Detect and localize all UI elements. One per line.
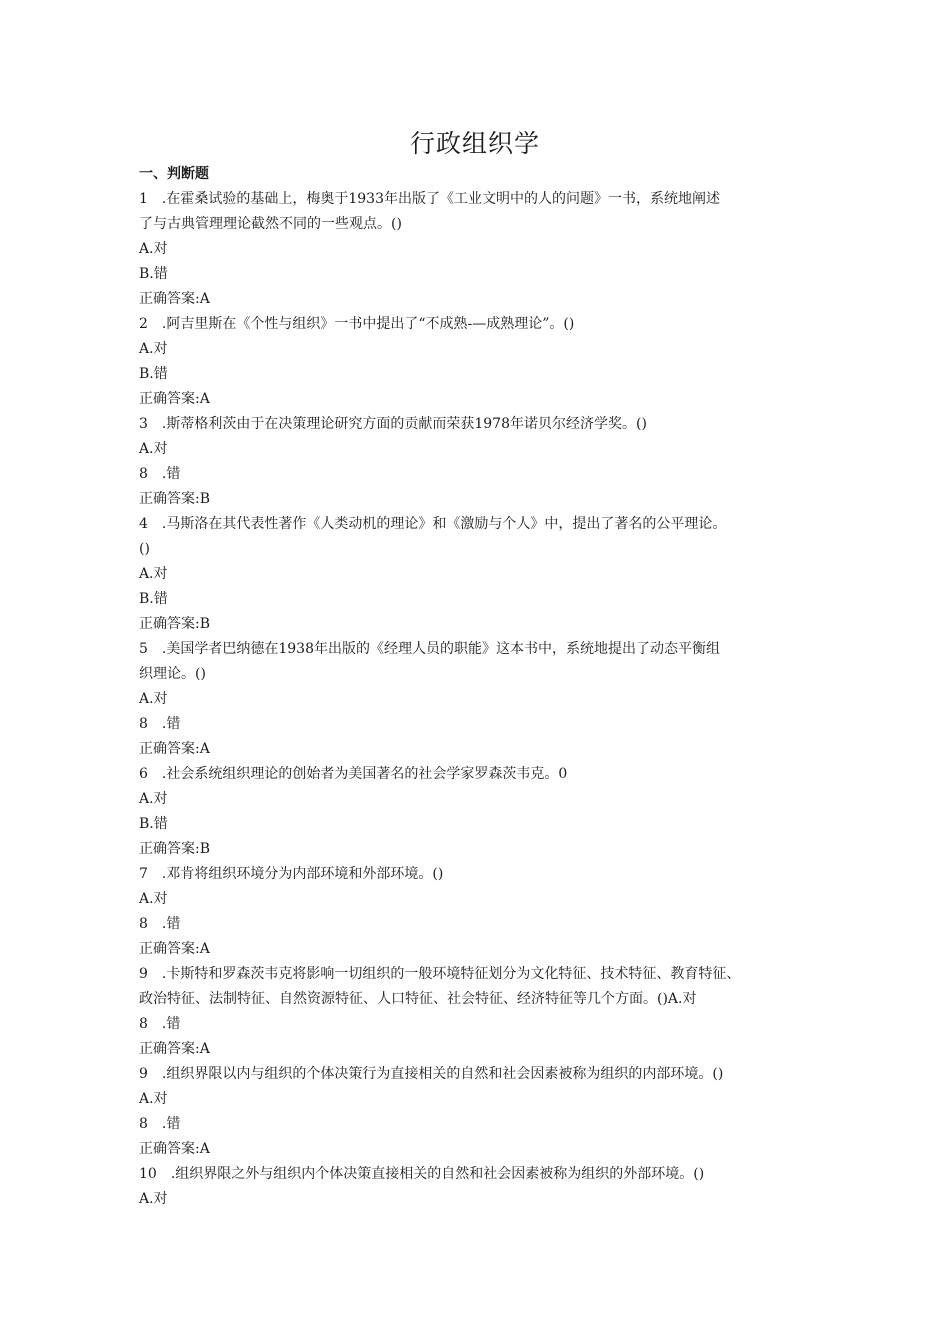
text-line: 正确答案:A [139, 1041, 210, 1057]
text-line: B.错 [139, 266, 168, 282]
text-line: 8 .错 [139, 1016, 181, 1032]
text-line: 8 .错 [139, 716, 181, 732]
text-line: 5 .美国学者巴纳德在1938年出版的《经理人员的职能》这本书中，系统地提出了动态平衡组 [139, 641, 720, 657]
text-line: 正确答案:A [139, 741, 210, 757]
text-line: 正确答案:A [139, 291, 210, 307]
text-line: 政治特征、法制特征、自然资源特征、人口特征、社会特征、经济特征等几个方面。()A.对 [139, 991, 697, 1007]
text-line: () [139, 541, 150, 557]
text-line: A.对 [139, 1191, 168, 1207]
text-line: 7 .邓肯将组织环境分为内部环境和外部环境。() [139, 866, 444, 882]
text-line: 3 .斯蒂格利茨由于在决策理论研究方面的贡献而荣获1978年诺贝尔经济学奖。() [139, 416, 647, 432]
document-title: 行政组织学 [409, 129, 540, 158]
text-line: 4 .马斯洛在其代表性著作《人类动机的理论》和《激励与个人》中，提出了著名的公平理论。 [139, 516, 727, 532]
text-line: 1 .在霍桑试验的基础上，梅奥于1933年出版了《工业文明中的人的问题》一书，系统地阐述 [139, 191, 720, 207]
text-line: A.对 [139, 1091, 168, 1107]
text-line: 2 .阿吉里斯在《个性与组织》一书中提出了“不成熟-—成熟理论”。() [139, 316, 575, 332]
text-line: B.错 [139, 591, 168, 607]
text-line: 正确答案:A [139, 391, 210, 407]
text-line: A.对 [139, 566, 168, 582]
text-line: A.对 [139, 341, 168, 357]
text-line: B.错 [139, 366, 168, 382]
question-list [139, 187, 829, 1212]
text-line: 正确答案:B [139, 616, 211, 632]
text-line: A.对 [139, 241, 168, 257]
text-line: 9 .组织界限以内与组织的个体决策行为直接相关的自然和社会因素被称为组织的内部环境。() [139, 1066, 724, 1082]
text-line: 8 .错 [139, 1116, 181, 1132]
text-line: 正确答案:A [139, 1141, 210, 1157]
document-body [139, 162, 829, 1212]
text-line: 织理论。() [139, 666, 206, 682]
text-line: A.对 [139, 791, 168, 807]
text-line: 6 .社会系统组织理论的创始者为美国著名的社会学家罗森茨韦克。0 [139, 766, 568, 782]
text-line: 10 .组织界限之外与组织内个体决策直接相关的自然和社会因素被称为组织的外部环境。() [139, 1166, 705, 1182]
text-line: A.对 [139, 441, 168, 457]
text-line: A.对 [139, 691, 168, 707]
text-line: 正确答案:B [139, 841, 211, 857]
text-line: 了与古典管理理论截然不同的一些观点。() [139, 216, 402, 232]
text-line: B.错 [139, 816, 168, 832]
text-line: 9 .卡斯特和罗森茨韦克将影响一切组织的一般环境特征划分为文化特征、技术特征、教育特征、 [139, 966, 741, 982]
text-line: 8 .错 [139, 916, 181, 932]
text-line: 正确答案:B [139, 491, 211, 507]
section-heading: 一、判断题 [139, 166, 209, 182]
text-line: A.对 [139, 891, 168, 907]
text-line: 正确答案:A [139, 941, 210, 957]
text-line: 8 .错 [139, 466, 181, 482]
